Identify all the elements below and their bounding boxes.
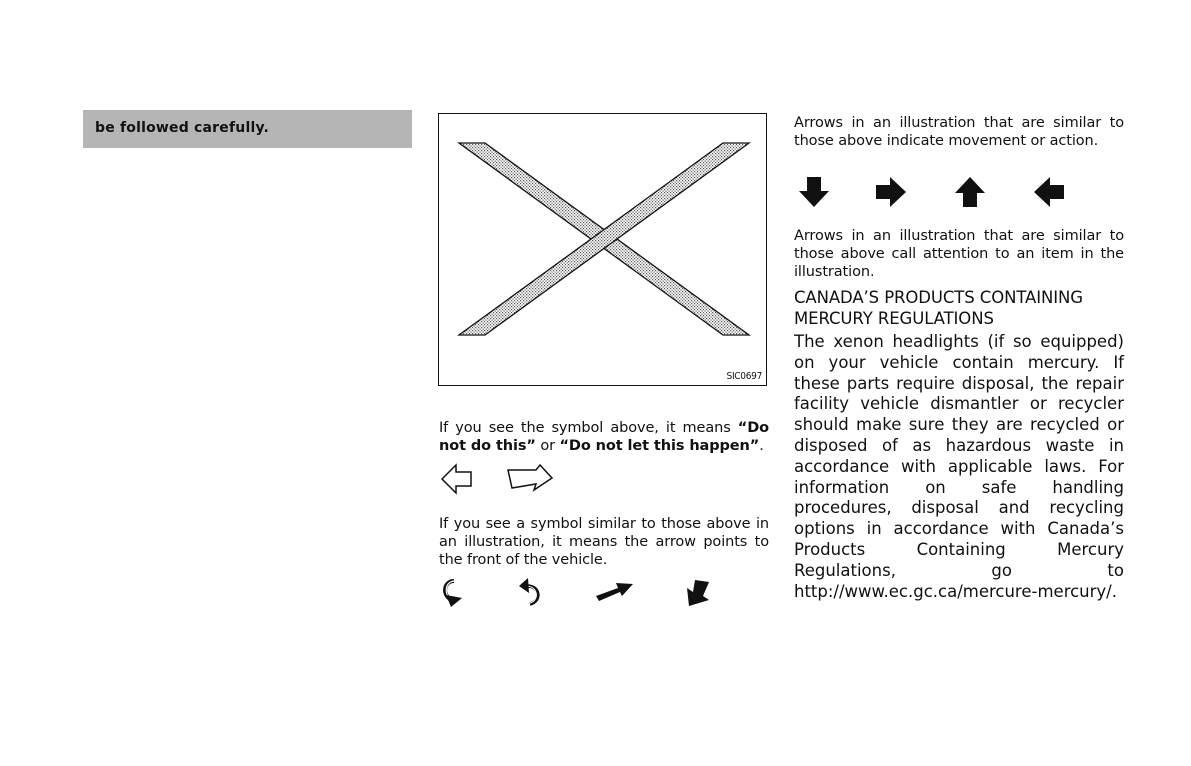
arrow-right-icon	[874, 175, 908, 209]
para1-end: .	[759, 438, 764, 454]
diagonal-arrow-icon	[594, 580, 636, 604]
bent-arrow-down-icon	[683, 578, 711, 608]
outline-arrow-pointer-icon	[506, 464, 554, 492]
arrow-left-icon	[1032, 175, 1066, 209]
front-direction-paragraph: If you see a symbol similar to those above in an illustration, it means the arrow points to the front of the vehicle.	[439, 516, 769, 568]
mercury-regulations-heading: CANADA’S PRODUCTS CONTAINING MERCURY REGULATIONS	[794, 288, 1083, 328]
note-text: be followed carefully.	[95, 120, 269, 136]
para1-mid: or	[535, 438, 560, 454]
mercury-regulations-body: The xenon headlights (if so equipped) on your vehicle contain mercury. If these parts require disposal, the repair facility vehicle dismantler or recycler should make sure they are recycled or disposed of as hazardous waste in accordance with applicable laws. For information on safe handling procedures, disposal and recycling options in accordance with Canada’s Products Containing Mercury Regulations, go to http://www.ec.gc.ca/mercure-mercury/.	[794, 332, 1124, 601]
para1-bold-do-not: “Do not do this”	[439, 420, 769, 454]
symbol-meaning-paragraph	[439, 419, 769, 455]
curved-arrow-up-icon	[516, 575, 544, 607]
curved-arrow-down-icon	[440, 578, 466, 608]
arrow-down-icon	[797, 175, 831, 209]
outline-arrow-left-icon	[440, 462, 474, 496]
do-not-illustration	[438, 113, 767, 386]
para1-bold-do-not-let: “Do not let this happen”	[559, 438, 760, 454]
note-box	[83, 110, 412, 148]
figure-code: SIC0697	[726, 371, 762, 382]
do-not-x-symbol-icon	[439, 114, 766, 385]
movement-arrows-paragraph: Arrows in an illustration that are similar to those above indicate movement or action.	[794, 115, 1124, 149]
attention-arrows-paragraph: Arrows in an illustration that are similar to those above call attention to an item in the illustration.	[794, 228, 1124, 280]
para1-start: If you see the symbol above, it means	[439, 420, 738, 436]
arrow-up-icon	[953, 175, 987, 209]
